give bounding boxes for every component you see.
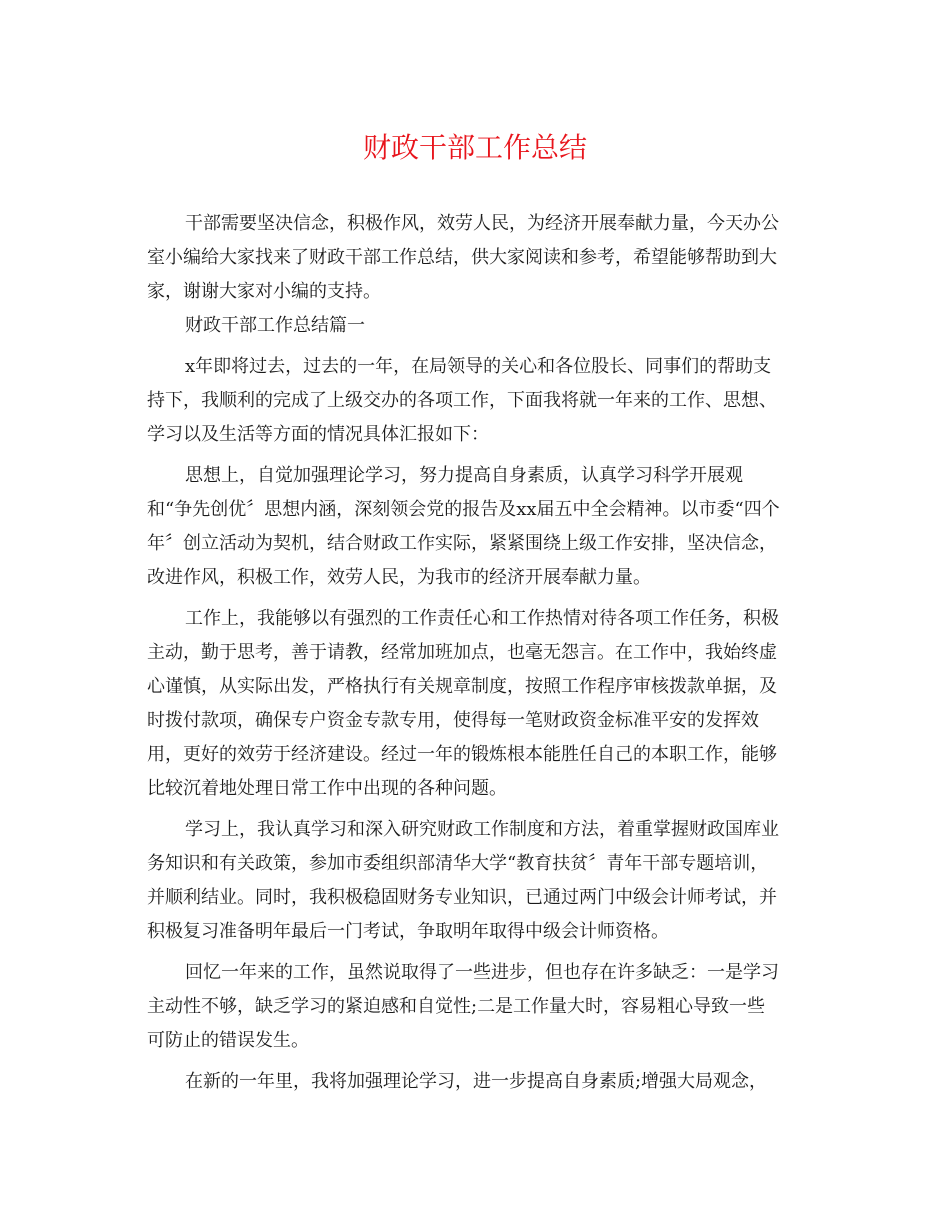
text-line: 比较沉着地处理日常工作中出现的各种问题。: [147, 778, 507, 799]
text-line: 主动，勤于思考，善于请教，经常加班加点，也毫无怨言。在工作中，我始终虚: [147, 642, 777, 663]
section-heading: 财政干部工作总结篇一: [185, 315, 365, 336]
text-line: 思想上，自觉加强理论学习，努力提高自身素质，认真学习科学开展观: [185, 465, 743, 486]
text-line: 学习以及生活等方面的情况具体汇报如下：: [147, 424, 489, 445]
text-line: 干部需要坚决信念，积极作风，效劳人民，为经济开展奉献力量，今天办公: [185, 213, 779, 234]
text-line: 学习上，我认真学习和深入研究财政工作制度和方法，着重掌握财政国库业: [185, 819, 779, 840]
text-line: 改进作风，积极工作，效劳人民，为我市的经济开展奉献力量。: [147, 567, 651, 588]
text-line: 持下，我顺利的完成了上级交办的各项工作，下面我将就一年来的工作、思想、: [147, 390, 777, 411]
text-line: 并顺利结业。同时，我积极稳固财务专业知识，已通过两门中级会计师考试，并: [147, 887, 777, 908]
text-line: 年〞创立活动为契机，结合财政工作实际，紧紧围绕上级工作安排，坚决信念，: [147, 533, 777, 554]
text-line: 在新的一年里，我将加强理论学习，进一步提高自身素质;增强大局观念，: [185, 1071, 768, 1092]
text-line: 室小编给大家找来了财政干部工作总结，供大家阅读和参考，希望能够帮助到大: [147, 247, 777, 268]
text-line: 心谨慎，从实际出发，严格执行有关规章制度，按照工作程序审核拨款单据，及: [147, 676, 777, 697]
text-line: 积极复习准备明年最后一门考试，争取明年取得中级会计师资格。: [147, 921, 669, 942]
text-line: 务知识和有关政策，参加市委组织部清华大学“教育扶贫〞青年干部专题培训，: [147, 853, 769, 874]
text-line: 主动性不够，缺乏学习的紧迫感和自觉性;二是工作量大时，容易粗心导致一些: [147, 996, 766, 1017]
text-line: 时拨付款项，确保专户资金专款专用，使得每一笔财政资金标准平安的发挥效: [147, 710, 759, 731]
text-line: 回忆一年来的工作，虽然说取得了一些进步，但也存在许多缺乏：一是学习: [185, 962, 779, 983]
text-line: 用，更好的效劳于经济建设。经过一年的锻炼根本能胜任自己的本职工作，能够: [147, 744, 777, 765]
text-line: x年即将过去，过去的一年，在局领导的关心和各位股长、同事们的帮助支: [185, 356, 772, 377]
text-line: 可防止的错误发生。: [147, 1030, 309, 1051]
text-line: 工作上，我能够以有强烈的工作责任心和工作热情对待各项工作任务，积极: [185, 608, 779, 629]
text-line: 家，谢谢大家对小编的支持。: [147, 281, 381, 302]
text-line: 和“争先创优〞思想内涵，深刻领会党的报告及xx届五中全会精神。以市委“四个: [147, 499, 780, 520]
page-title: 财政干部工作总结: [362, 131, 587, 164]
